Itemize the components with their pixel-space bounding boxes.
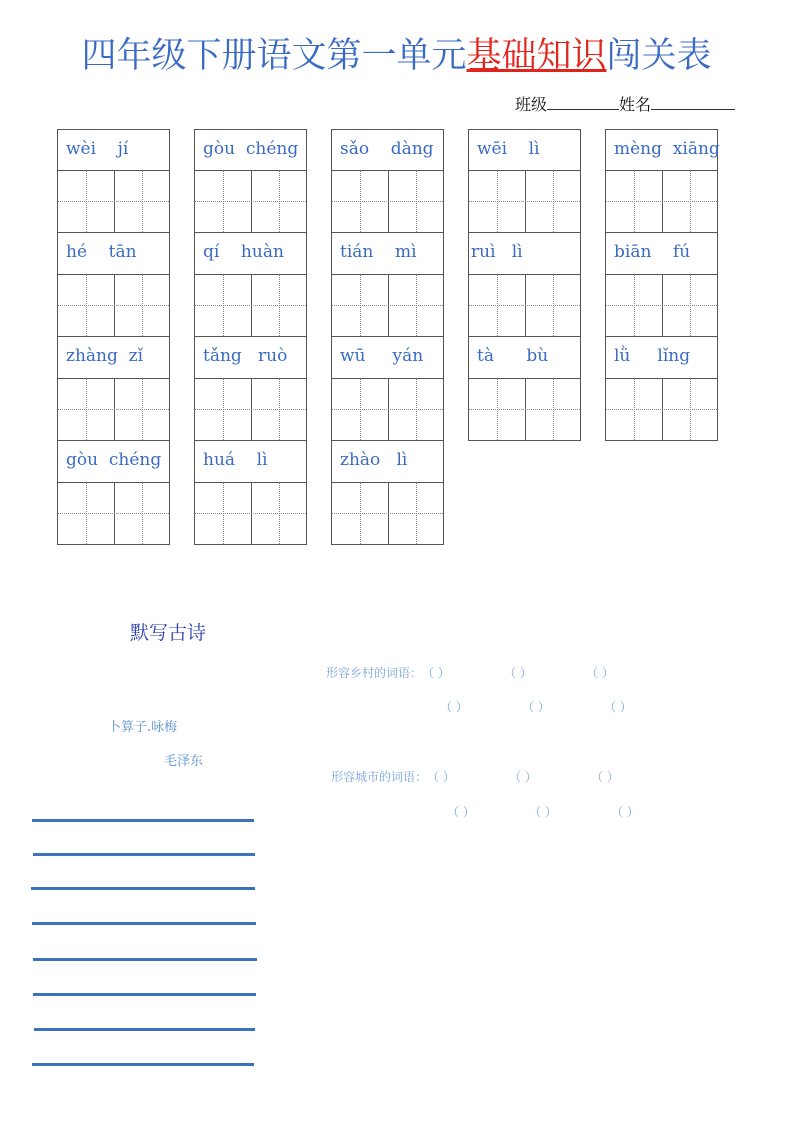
class-label: 班级	[515, 95, 548, 114]
city-words-label: 形容城市的词语：	[331, 770, 428, 784]
answer-blank[interactable]: （ ）	[440, 700, 468, 714]
name-blank[interactable]	[651, 95, 735, 110]
pinyin-column	[468, 129, 581, 441]
pinyin-text: wū yán	[340, 346, 424, 366]
tianzi-grid[interactable]	[605, 171, 718, 233]
answer-blank[interactable]: （ ）	[611, 805, 639, 819]
pinyin-text: sǎo dàng	[340, 139, 434, 159]
writing-line[interactable]	[34, 1028, 255, 1031]
pinyin-cell	[194, 129, 307, 171]
tianzi-grid[interactable]	[468, 171, 581, 233]
pinyin-text: biān fú	[614, 242, 691, 262]
pinyin-cell	[605, 337, 718, 379]
writing-line[interactable]	[33, 958, 257, 961]
pinyin-cell	[468, 233, 581, 275]
answer-blank[interactable]: （ ）	[427, 770, 455, 784]
pinyin-text: zhào lì	[340, 450, 408, 470]
pinyin-cell	[331, 337, 444, 379]
pinyin-text: wèi jí	[66, 139, 129, 159]
class-name-fields	[515, 92, 735, 115]
tianzi-grid[interactable]	[194, 171, 307, 233]
tianzi-grid[interactable]	[57, 171, 170, 233]
pinyin-cell	[331, 233, 444, 275]
village-words-row	[326, 664, 668, 681]
answer-blank[interactable]: （ ）	[591, 770, 619, 784]
title-highlight: 基础知识	[466, 36, 607, 76]
answer-blank[interactable]: （ ）	[422, 666, 450, 680]
pinyin-cell	[194, 233, 307, 275]
writing-line[interactable]	[33, 853, 255, 856]
pinyin-cell	[194, 337, 307, 379]
answer-blank[interactable]: （ ）	[604, 700, 632, 714]
poem-heading: 默写古诗	[130, 622, 207, 644]
pinyin-cell	[331, 129, 444, 171]
tianzi-grid[interactable]	[194, 483, 307, 545]
pinyin-text: ruì lì	[471, 242, 523, 262]
tianzi-grid[interactable]	[468, 379, 581, 441]
pinyin-cell	[194, 441, 307, 483]
pinyin-text: qí huàn	[203, 242, 284, 262]
pinyin-text: gòu chéng	[66, 450, 162, 470]
pinyin-text: huá lì	[203, 450, 268, 470]
writing-line[interactable]	[31, 887, 255, 890]
pinyin-cell	[57, 129, 170, 171]
writing-line[interactable]	[33, 993, 256, 996]
village-words-row-2	[440, 698, 686, 715]
tianzi-grid[interactable]	[57, 275, 170, 337]
pinyin-text: tián mì	[340, 242, 417, 262]
pinyin-text: wēi lì	[477, 139, 540, 159]
pinyin-text: mèng xiāng	[614, 139, 720, 159]
pinyin-cell	[57, 233, 170, 275]
tianzi-grid[interactable]	[605, 379, 718, 441]
answer-blank[interactable]: （ ）	[586, 666, 614, 680]
pinyin-cell	[57, 337, 170, 379]
writing-line[interactable]	[32, 922, 256, 925]
writing-line[interactable]	[32, 819, 254, 822]
pinyin-text: zhàng zǐ	[66, 346, 144, 366]
answer-blank[interactable]: （ ）	[529, 805, 557, 819]
answer-blank[interactable]: （ ）	[447, 805, 475, 819]
tianzi-grid[interactable]	[331, 379, 444, 441]
tianzi-grid[interactable]	[194, 275, 307, 337]
answer-blank[interactable]: （ ）	[504, 666, 532, 680]
poem-name: 卜算子.咏梅	[108, 720, 178, 735]
tianzi-grid[interactable]	[194, 379, 307, 441]
pinyin-cell	[57, 441, 170, 483]
pinyin-column	[194, 129, 307, 545]
pinyin-cell	[605, 129, 718, 171]
tianzi-grid[interactable]	[57, 483, 170, 545]
tianzi-grid[interactable]	[605, 275, 718, 337]
city-words-row	[331, 768, 673, 785]
pinyin-text: lǜ lǐng	[614, 346, 691, 366]
pinyin-cell	[468, 129, 581, 171]
pinyin-cell	[605, 233, 718, 275]
class-blank[interactable]	[547, 95, 619, 110]
pinyin-text: gòu chéng	[203, 139, 299, 159]
tianzi-grid[interactable]	[468, 275, 581, 337]
pinyin-cell	[331, 441, 444, 483]
pinyin-text: tǎng ruò	[203, 346, 288, 366]
pinyin-text: hé tān	[66, 242, 137, 262]
village-words-label: 形容乡村的词语：	[326, 666, 423, 680]
tianzi-grid[interactable]	[331, 171, 444, 233]
pinyin-text: tà bù	[477, 346, 549, 366]
poem-author: 毛泽东	[164, 754, 204, 769]
tianzi-grid[interactable]	[331, 275, 444, 337]
pinyin-cell	[468, 337, 581, 379]
pinyin-column	[605, 129, 718, 441]
page-title: 四年级下册语文第一单元基础知识闯关表	[81, 36, 712, 76]
name-label: 姓名	[619, 95, 652, 114]
city-words-row-2	[447, 803, 693, 820]
writing-line[interactable]	[32, 1063, 254, 1066]
pinyin-column	[57, 129, 170, 545]
answer-blank[interactable]: （ ）	[522, 700, 550, 714]
tianzi-grid[interactable]	[331, 483, 444, 545]
tianzi-grid[interactable]	[57, 379, 170, 441]
pinyin-column	[331, 129, 444, 545]
answer-blank[interactable]: （ ）	[509, 770, 537, 784]
